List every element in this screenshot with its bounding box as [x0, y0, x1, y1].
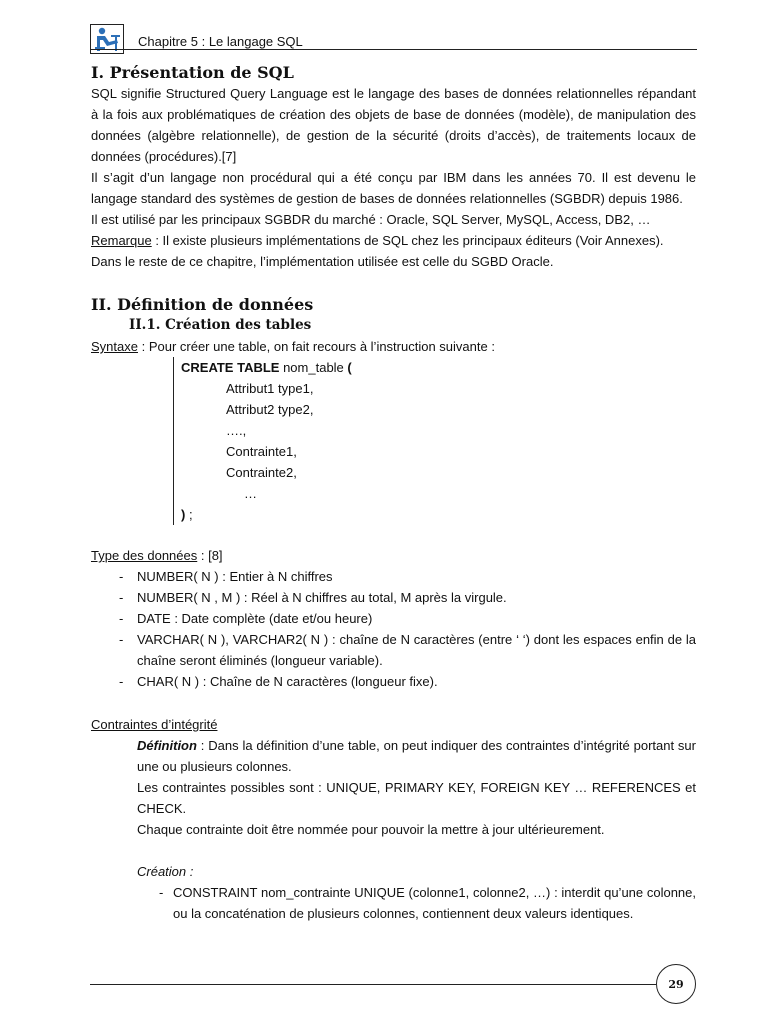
paragraph-sql-history: Il s’agit d’un langage non procédural qui a été conçu par IBM dans les années 70. Il est devenu le langage standard des systèmes de gestion de bases de données relationnelles (SGBDR) depuis 1986. [91, 170, 696, 206]
paragraph-definition [91, 735, 696, 777]
header-rule [90, 49, 697, 50]
creation-label: Création : [137, 864, 194, 879]
paragraph-types-heading [91, 545, 696, 566]
code-open-paren: ( [347, 360, 352, 375]
code-table-name: nom_table [279, 360, 348, 375]
list-item: - VARCHAR( N ), VARCHAR2( N ) : chaîne de N caractères (entre ‘ ‘) dont les espaces enfin de la chaîne seront éliminés (longueur variable). [91, 629, 696, 671]
list-item: - CONSTRAINT nom_contrainte UNIQUE (colonne1, colonne2, …) : interdit qu’une colonne, ou la concaténation de plusieurs colonnes, contiennent deux valeurs identiques. [91, 882, 696, 924]
paragraph-named-constraints: Chaque contrainte doit être nommée pour pouvoir la mettre à jour ultérieurement. [137, 822, 605, 837]
paragraph-possible-constraints: Les contraintes possibles sont : UNIQUE, PRIMARY KEY, FOREIGN KEY … REFERENCES et CHECK. [137, 780, 696, 816]
code-block-create-table [173, 357, 696, 525]
code-line-close [181, 504, 696, 525]
code-line: Attribut2 type2, [226, 402, 314, 417]
code-keyword: CREATE TABLE [181, 360, 280, 375]
page-number: 29 [656, 964, 696, 1004]
section-heading-presentation: I. Présentation de SQL [91, 63, 294, 82]
main-content [91, 62, 696, 924]
chapter-title: Chapitre 5 : Le langage SQL [138, 34, 303, 49]
creation-list [91, 882, 696, 924]
paragraph-sgbdr-list: Il est utilisé par les principaux SGBDR du marché : Oracle, SQL Server, MySQL, Access, DB2, … [91, 212, 651, 227]
paragraph-syntax [91, 336, 696, 357]
code-close-paren: ) [181, 507, 186, 522]
paragraph-oracle: Dans le reste de ce chapitre, l’implémentation utilisée est celle du SGBD Oracle. [91, 254, 554, 269]
section-heading-definition: II. Définition de données [91, 295, 314, 314]
syntax-text: : Pour créer une table, on fait recours à l’instruction suivante : [137, 339, 495, 354]
definition-label: Définition [137, 738, 197, 753]
remark-text: : Il existe plusieurs implémentations de SQL chez les principaux éditeurs (Voir Annexes). [151, 233, 664, 248]
types-label: Type des données [91, 548, 198, 563]
footer-rule [90, 984, 656, 985]
constraints-heading: Contraintes d’intégrité [91, 717, 218, 732]
code-line: Attribut1 type1, [226, 381, 314, 396]
code-line-create [181, 357, 696, 378]
code-ellipsis: … [244, 486, 257, 501]
types-ref: : [8] [197, 548, 223, 563]
definition-text: : Dans la définition d’une table, on peut indiquer des contraintes d’intégrité portant sur une ou plusieurs colonnes. [137, 738, 696, 774]
code-semicolon: ; [185, 507, 193, 522]
code-line: …., [226, 423, 247, 438]
code-line: Contrainte1, [226, 444, 297, 459]
list-item: - NUMBER( N ) : Entier à N chiffres [91, 566, 696, 587]
types-list [91, 566, 696, 692]
list-item: - CHAR( N ) : Chaîne de N caractères (longueur fixe). [91, 671, 696, 692]
subsection-heading-create-tables: II.1. Création des tables [129, 317, 312, 333]
syntax-label: Syntaxe [91, 339, 138, 354]
paragraph-sql-definition: SQL signifie Structured Query Language est le langage des bases de données relationnelles répandant à la fois aux problématiques de création des objets de base de données (modèle), de manipulation des données (algèbre relationnelle), de gestion de la sécurité (droits d’accès), de traitements locaux de données (procédures).[7] [91, 86, 696, 164]
list-item: - DATE : Date complète (date et/ou heure) [91, 608, 696, 629]
remark-label: Remarque [91, 233, 152, 248]
list-item: - NUMBER( N , M ) : Réel à N chiffres au total, M après la virgule. [91, 587, 696, 608]
paragraph-remark [91, 230, 696, 251]
code-line: Contrainte2, [226, 465, 297, 480]
